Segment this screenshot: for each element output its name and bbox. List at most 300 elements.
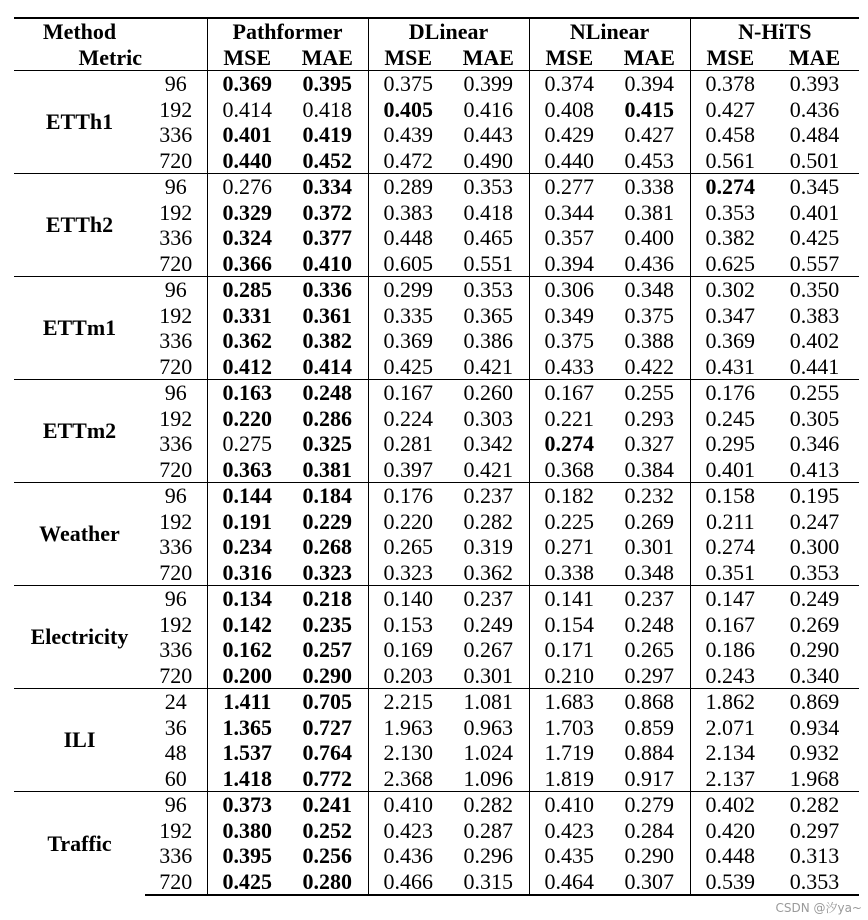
mse-cell: 0.351 <box>705 559 756 585</box>
mse-cell: 2.215 <box>368 689 448 715</box>
table-row <box>14 380 859 406</box>
mae-cell: 0.300 <box>789 534 840 559</box>
mae-cell: 0.325 <box>287 431 368 457</box>
mse-cell: 0.425 <box>207 869 287 896</box>
mae-cell: 0.284 <box>609 818 690 844</box>
mae-cell: 0.372 <box>287 200 368 226</box>
mse-cell: 0.464 <box>529 869 609 896</box>
mse-cell: 0.210 <box>544 662 595 688</box>
mae-cell: 0.237 <box>448 483 529 509</box>
mae-cell: 1.096 <box>448 766 529 792</box>
mse-cell: 0.220 <box>383 508 434 534</box>
metric-label: MAE <box>609 45 690 71</box>
mse-cell: 0.436 <box>383 843 434 868</box>
mse-cell: 1.703 <box>544 714 595 740</box>
dataset-name: ETTm2 <box>14 380 145 483</box>
mae-cell: 0.436 <box>609 251 690 277</box>
metric-label: MAE <box>448 45 529 71</box>
mse-cell: 0.363 <box>222 456 272 482</box>
mse-cell: 0.401 <box>222 122 272 147</box>
mse-cell: 0.147 <box>690 586 770 612</box>
mae-cell: 0.348 <box>609 277 690 303</box>
mse-cell: 0.347 <box>705 302 756 328</box>
mse-cell: 0.200 <box>222 662 272 688</box>
mse-cell: 0.221 <box>544 405 595 431</box>
mae-cell: 0.859 <box>609 715 690 741</box>
mse-cell: 0.429 <box>544 122 595 147</box>
mse-cell: 0.440 <box>222 147 272 173</box>
horizon-cell: 336 <box>145 122 207 148</box>
mse-cell: 0.144 <box>207 483 287 509</box>
mse-cell: 0.395 <box>222 843 272 868</box>
mse-cell: 0.369 <box>705 328 756 353</box>
horizon-cell: 720 <box>145 251 207 277</box>
mae-cell: 0.884 <box>609 740 690 766</box>
mae-cell: 0.413 <box>789 456 840 482</box>
mae-cell: 0.297 <box>609 663 690 689</box>
mae-cell: 0.465 <box>448 225 529 251</box>
metric-header: Metric <box>14 45 207 71</box>
mae-cell: 0.280 <box>287 869 368 896</box>
mae-cell: 0.421 <box>448 457 529 483</box>
mae-cell: 0.425 <box>789 225 840 250</box>
mae-cell: 0.247 <box>789 508 840 534</box>
mse-cell: 0.211 <box>705 508 755 534</box>
mse-cell: 0.142 <box>222 611 272 637</box>
horizon-cell: 336 <box>145 225 207 251</box>
mse-cell: 0.225 <box>544 508 595 534</box>
mse-cell: 0.245 <box>705 405 756 431</box>
mse-cell: 0.274 <box>705 534 756 559</box>
mae-cell: 0.287 <box>448 818 529 844</box>
mae-cell: 0.290 <box>287 663 368 689</box>
mae-cell: 0.421 <box>448 354 529 380</box>
horizon-cell: 96 <box>145 174 207 200</box>
mae-cell: 0.286 <box>287 406 368 432</box>
horizon-cell: 96 <box>145 71 207 97</box>
header-row-metrics <box>14 45 859 71</box>
method-header: Method <box>14 18 145 45</box>
mae-cell: 0.282 <box>448 509 529 535</box>
model-header: N-HiTS <box>690 18 859 45</box>
mae-cell: 1.081 <box>448 689 529 715</box>
mae-cell: 0.353 <box>770 869 859 896</box>
mae-cell: 0.336 <box>287 277 368 303</box>
watermark: CSDN @汐ya~ <box>775 901 862 915</box>
mae-cell: 0.229 <box>287 509 368 535</box>
mae-cell: 0.453 <box>609 148 690 174</box>
mse-cell: 0.158 <box>690 483 770 509</box>
mse-cell: 0.274 <box>544 431 595 456</box>
mse-cell: 0.472 <box>383 147 434 173</box>
mse-cell: 1.963 <box>383 714 434 740</box>
horizon-cell: 36 <box>145 715 207 741</box>
mae-cell: 0.249 <box>770 586 859 612</box>
mse-cell: 0.323 <box>383 559 434 585</box>
horizon-cell: 336 <box>145 431 207 457</box>
mae-cell: 0.361 <box>287 303 368 329</box>
mse-cell: 1.365 <box>222 714 272 740</box>
mse-cell: 1.719 <box>544 740 595 765</box>
mae-cell: 0.348 <box>609 560 690 586</box>
mae-cell: 0.418 <box>287 97 368 123</box>
mae-cell: 0.290 <box>789 637 840 662</box>
horizon-cell: 192 <box>145 200 207 226</box>
mse-cell: 0.448 <box>383 225 434 250</box>
mse-cell: 0.295 <box>705 431 756 456</box>
mae-cell: 0.268 <box>287 534 368 560</box>
mae-cell: 0.410 <box>287 251 368 277</box>
mae-cell: 0.393 <box>770 71 859 97</box>
mae-cell: 0.764 <box>287 740 368 766</box>
mse-cell: 0.378 <box>690 71 770 97</box>
mse-cell: 0.402 <box>690 792 770 818</box>
mse-cell: 0.329 <box>222 199 272 225</box>
mse-cell: 0.439 <box>383 122 434 147</box>
horizon-cell: 720 <box>145 354 207 380</box>
mae-cell: 0.415 <box>609 97 690 123</box>
mse-cell: 0.349 <box>544 302 595 328</box>
mae-cell: 0.400 <box>609 225 690 251</box>
mse-cell: 2.368 <box>383 765 434 791</box>
mae-cell: 0.381 <box>287 457 368 483</box>
mae-cell: 0.375 <box>609 303 690 329</box>
mae-cell: 0.395 <box>287 71 368 97</box>
mse-cell: 0.335 <box>383 302 434 328</box>
mse-cell: 0.408 <box>544 96 595 122</box>
mse-cell: 0.394 <box>544 250 595 276</box>
mae-cell: 0.381 <box>609 200 690 226</box>
mae-cell: 0.382 <box>287 328 368 354</box>
mse-cell: 0.316 <box>222 559 272 585</box>
mse-cell: 0.167 <box>368 380 448 406</box>
horizon-cell: 336 <box>145 328 207 354</box>
mse-cell: 0.224 <box>383 405 434 431</box>
mse-cell: 0.167 <box>529 380 609 406</box>
metric-label: MSE <box>207 45 287 71</box>
mae-cell: 0.346 <box>789 431 840 456</box>
mae-cell: 0.963 <box>448 715 529 741</box>
mse-cell: 0.167 <box>705 611 756 637</box>
mse-cell: 0.420 <box>705 817 756 843</box>
mse-cell: 0.410 <box>368 792 448 818</box>
dataset-name: ETTh1 <box>14 71 145 174</box>
mse-cell: 0.234 <box>222 534 272 559</box>
mse-cell: 0.176 <box>690 380 770 406</box>
metric-label: MAE <box>770 45 859 71</box>
mse-cell: 0.274 <box>690 174 770 200</box>
mse-cell: 0.401 <box>705 456 756 482</box>
mae-cell: 0.422 <box>609 354 690 380</box>
mae-cell: 0.419 <box>287 122 368 148</box>
mae-cell: 0.195 <box>770 483 859 509</box>
horizon-cell: 192 <box>145 509 207 535</box>
mae-cell: 0.436 <box>789 96 840 122</box>
mae-cell: 0.237 <box>448 586 529 612</box>
mse-cell: 0.625 <box>705 250 756 276</box>
horizon-cell: 96 <box>145 380 207 406</box>
model-header: Pathformer <box>207 18 368 45</box>
dataset-name: ETTm1 <box>14 277 145 380</box>
table-body <box>14 71 859 896</box>
mse-cell: 0.414 <box>222 96 272 122</box>
dataset-name: Traffic <box>14 792 145 896</box>
mae-cell: 0.705 <box>287 689 368 715</box>
mae-cell: 0.235 <box>287 612 368 638</box>
mse-cell: 0.368 <box>544 456 595 482</box>
mse-cell: 0.331 <box>222 302 272 328</box>
horizon-cell: 720 <box>145 457 207 483</box>
table-row <box>14 277 859 303</box>
mse-cell: 0.357 <box>544 225 595 250</box>
mae-cell: 0.334 <box>287 174 368 200</box>
horizon-cell: 192 <box>145 406 207 432</box>
mse-cell: 0.366 <box>222 250 272 276</box>
horizon-cell: 720 <box>145 560 207 586</box>
mse-cell: 0.369 <box>207 71 287 97</box>
mse-cell: 0.397 <box>383 456 434 482</box>
mae-cell: 0.255 <box>609 380 690 406</box>
horizon-cell: 96 <box>145 792 207 818</box>
horizon-cell: 720 <box>145 663 207 689</box>
horizon-cell: 336 <box>145 637 207 663</box>
mae-cell: 1.968 <box>789 765 840 791</box>
mse-cell: 1.418 <box>222 765 272 791</box>
mse-cell: 0.289 <box>368 174 448 200</box>
mae-cell: 0.917 <box>609 766 690 792</box>
table-row <box>14 792 859 818</box>
mae-cell: 0.218 <box>287 586 368 612</box>
mae-cell: 0.388 <box>609 328 690 354</box>
dataset-name: Weather <box>14 483 145 586</box>
mse-cell: 1.537 <box>222 740 272 765</box>
mse-cell: 0.277 <box>529 174 609 200</box>
mae-cell: 0.248 <box>609 612 690 638</box>
mae-cell: 0.290 <box>609 843 690 869</box>
mse-cell: 0.373 <box>207 792 287 818</box>
horizon-cell: 192 <box>145 818 207 844</box>
mse-cell: 2.071 <box>705 714 756 740</box>
mse-cell: 1.819 <box>544 765 595 791</box>
mae-cell: 0.340 <box>789 662 840 688</box>
mae-cell: 0.269 <box>789 611 840 637</box>
mae-cell: 0.315 <box>448 869 529 896</box>
mae-cell: 0.249 <box>448 612 529 638</box>
mse-cell: 0.433 <box>544 353 595 379</box>
mae-cell: 0.362 <box>448 560 529 586</box>
horizon-cell: 60 <box>145 766 207 792</box>
mae-cell: 0.269 <box>609 509 690 535</box>
mae-cell: 0.727 <box>287 715 368 741</box>
mse-cell: 0.423 <box>383 817 434 843</box>
mse-cell: 0.275 <box>222 431 272 456</box>
mae-cell: 0.869 <box>770 689 859 715</box>
mse-cell: 0.141 <box>529 586 609 612</box>
mse-cell: 0.176 <box>368 483 448 509</box>
mse-cell: 1.683 <box>529 689 609 715</box>
mae-cell: 0.296 <box>448 843 529 869</box>
mse-cell: 0.220 <box>222 405 272 431</box>
table-row <box>14 586 859 612</box>
model-header: NLinear <box>529 18 690 45</box>
mae-cell: 0.414 <box>287 354 368 380</box>
horizon-header-blank <box>145 18 207 45</box>
table-row <box>14 71 859 97</box>
mse-cell: 0.405 <box>383 96 434 122</box>
mse-cell: 0.362 <box>222 328 272 353</box>
mae-cell: 0.323 <box>287 560 368 586</box>
mae-cell: 0.252 <box>287 818 368 844</box>
mae-cell: 0.257 <box>287 637 368 663</box>
mse-cell: 0.171 <box>544 637 595 662</box>
mae-cell: 0.301 <box>448 663 529 689</box>
horizon-cell: 720 <box>145 148 207 174</box>
mse-cell: 0.302 <box>690 277 770 303</box>
horizon-cell: 192 <box>145 612 207 638</box>
mae-cell: 0.868 <box>609 689 690 715</box>
mse-cell: 0.353 <box>705 199 756 225</box>
mse-cell: 0.153 <box>383 611 434 637</box>
mse-cell: 0.134 <box>207 586 287 612</box>
mae-cell: 0.297 <box>789 817 840 843</box>
mae-cell: 0.394 <box>609 71 690 97</box>
mae-cell: 0.256 <box>287 843 368 869</box>
mae-cell: 0.353 <box>789 559 840 585</box>
mse-cell: 2.130 <box>383 740 434 765</box>
mae-cell: 0.265 <box>609 637 690 663</box>
mse-cell: 0.431 <box>705 353 756 379</box>
mae-cell: 0.427 <box>609 122 690 148</box>
mae-cell: 0.305 <box>789 405 840 431</box>
mae-cell: 0.557 <box>789 250 840 276</box>
mse-cell: 0.281 <box>383 431 434 456</box>
mae-cell: 0.383 <box>789 302 840 328</box>
mae-cell: 0.237 <box>609 586 690 612</box>
mae-cell: 0.350 <box>770 277 859 303</box>
horizon-cell: 96 <box>145 586 207 612</box>
mse-cell: 0.375 <box>544 328 595 353</box>
mse-cell: 0.186 <box>705 637 756 662</box>
mse-cell: 0.427 <box>705 96 756 122</box>
mae-cell: 0.307 <box>609 869 690 896</box>
mse-cell: 0.605 <box>383 250 434 276</box>
mae-cell: 0.184 <box>287 483 368 509</box>
mae-cell: 0.260 <box>448 380 529 406</box>
horizon-cell: 336 <box>145 843 207 869</box>
mae-cell: 0.501 <box>789 147 840 173</box>
mse-cell: 0.561 <box>705 147 756 173</box>
mse-cell: 0.271 <box>544 534 595 559</box>
mae-cell: 0.301 <box>609 534 690 560</box>
metric-label: MSE <box>529 45 609 71</box>
mae-cell: 0.319 <box>448 534 529 560</box>
horizon-cell: 24 <box>145 689 207 715</box>
mse-cell: 0.324 <box>222 225 272 250</box>
metric-label: MSE <box>368 45 448 71</box>
mae-cell: 0.353 <box>448 277 529 303</box>
mse-cell: 0.154 <box>544 611 595 637</box>
mse-cell: 0.539 <box>690 869 770 896</box>
mae-cell: 0.418 <box>448 200 529 226</box>
mse-cell: 0.140 <box>368 586 448 612</box>
mae-cell: 0.248 <box>287 380 368 406</box>
mse-cell: 0.383 <box>383 199 434 225</box>
mse-cell: 0.162 <box>222 637 272 662</box>
mae-cell: 0.402 <box>789 328 840 353</box>
mse-cell: 0.243 <box>705 662 756 688</box>
mse-cell: 0.380 <box>222 817 272 843</box>
mse-cell: 0.412 <box>222 353 272 379</box>
mae-cell: 0.241 <box>287 792 368 818</box>
mse-cell: 0.299 <box>368 277 448 303</box>
dataset-name: Electricity <box>14 586 145 689</box>
header-row-models <box>14 18 859 45</box>
mae-cell: 0.342 <box>448 431 529 457</box>
mae-cell: 0.267 <box>448 637 529 663</box>
mse-cell: 0.182 <box>529 483 609 509</box>
mse-cell: 0.163 <box>207 380 287 406</box>
mae-cell: 0.232 <box>609 483 690 509</box>
mae-cell: 0.365 <box>448 303 529 329</box>
mae-cell: 0.441 <box>789 353 840 379</box>
mae-cell: 0.345 <box>770 174 859 200</box>
results-table <box>14 17 859 896</box>
table-row <box>14 689 859 715</box>
mse-cell: 0.374 <box>529 71 609 97</box>
mse-cell: 0.369 <box>383 328 434 353</box>
mse-cell: 0.285 <box>207 277 287 303</box>
model-header: DLinear <box>368 18 529 45</box>
metric-label: MSE <box>690 45 770 71</box>
horizon-cell: 48 <box>145 740 207 766</box>
mse-cell: 0.440 <box>544 147 595 173</box>
mae-cell: 0.338 <box>609 174 690 200</box>
mae-cell: 0.327 <box>609 431 690 457</box>
mae-cell: 0.282 <box>770 792 859 818</box>
mse-cell: 0.423 <box>544 817 595 843</box>
mse-cell: 0.410 <box>529 792 609 818</box>
mae-cell: 0.293 <box>609 406 690 432</box>
mse-cell: 0.169 <box>383 637 434 662</box>
mse-cell: 0.265 <box>383 534 434 559</box>
mse-cell: 0.191 <box>222 508 272 534</box>
mse-cell: 0.435 <box>544 843 595 868</box>
mse-cell: 0.306 <box>529 277 609 303</box>
mae-cell: 0.934 <box>789 714 840 740</box>
metric-label: MAE <box>287 45 368 71</box>
table-row <box>14 483 859 509</box>
mse-cell: 2.134 <box>705 740 756 765</box>
mse-cell: 0.375 <box>368 71 448 97</box>
mse-cell: 2.137 <box>705 765 756 791</box>
mae-cell: 0.443 <box>448 122 529 148</box>
mse-cell: 0.382 <box>705 225 756 250</box>
mse-cell: 0.338 <box>544 559 595 585</box>
mae-cell: 0.353 <box>448 174 529 200</box>
mae-cell: 0.490 <box>448 148 529 174</box>
mse-cell: 0.344 <box>544 199 595 225</box>
mae-cell: 0.303 <box>448 406 529 432</box>
dataset-name: ETTh2 <box>14 174 145 277</box>
mae-cell: 0.386 <box>448 328 529 354</box>
mse-cell: 1.862 <box>690 689 770 715</box>
mae-cell: 0.932 <box>789 740 840 765</box>
mae-cell: 0.255 <box>770 380 859 406</box>
mae-cell: 0.772 <box>287 766 368 792</box>
mse-cell: 0.458 <box>705 122 756 147</box>
table-row <box>14 174 859 200</box>
horizon-cell: 96 <box>145 483 207 509</box>
